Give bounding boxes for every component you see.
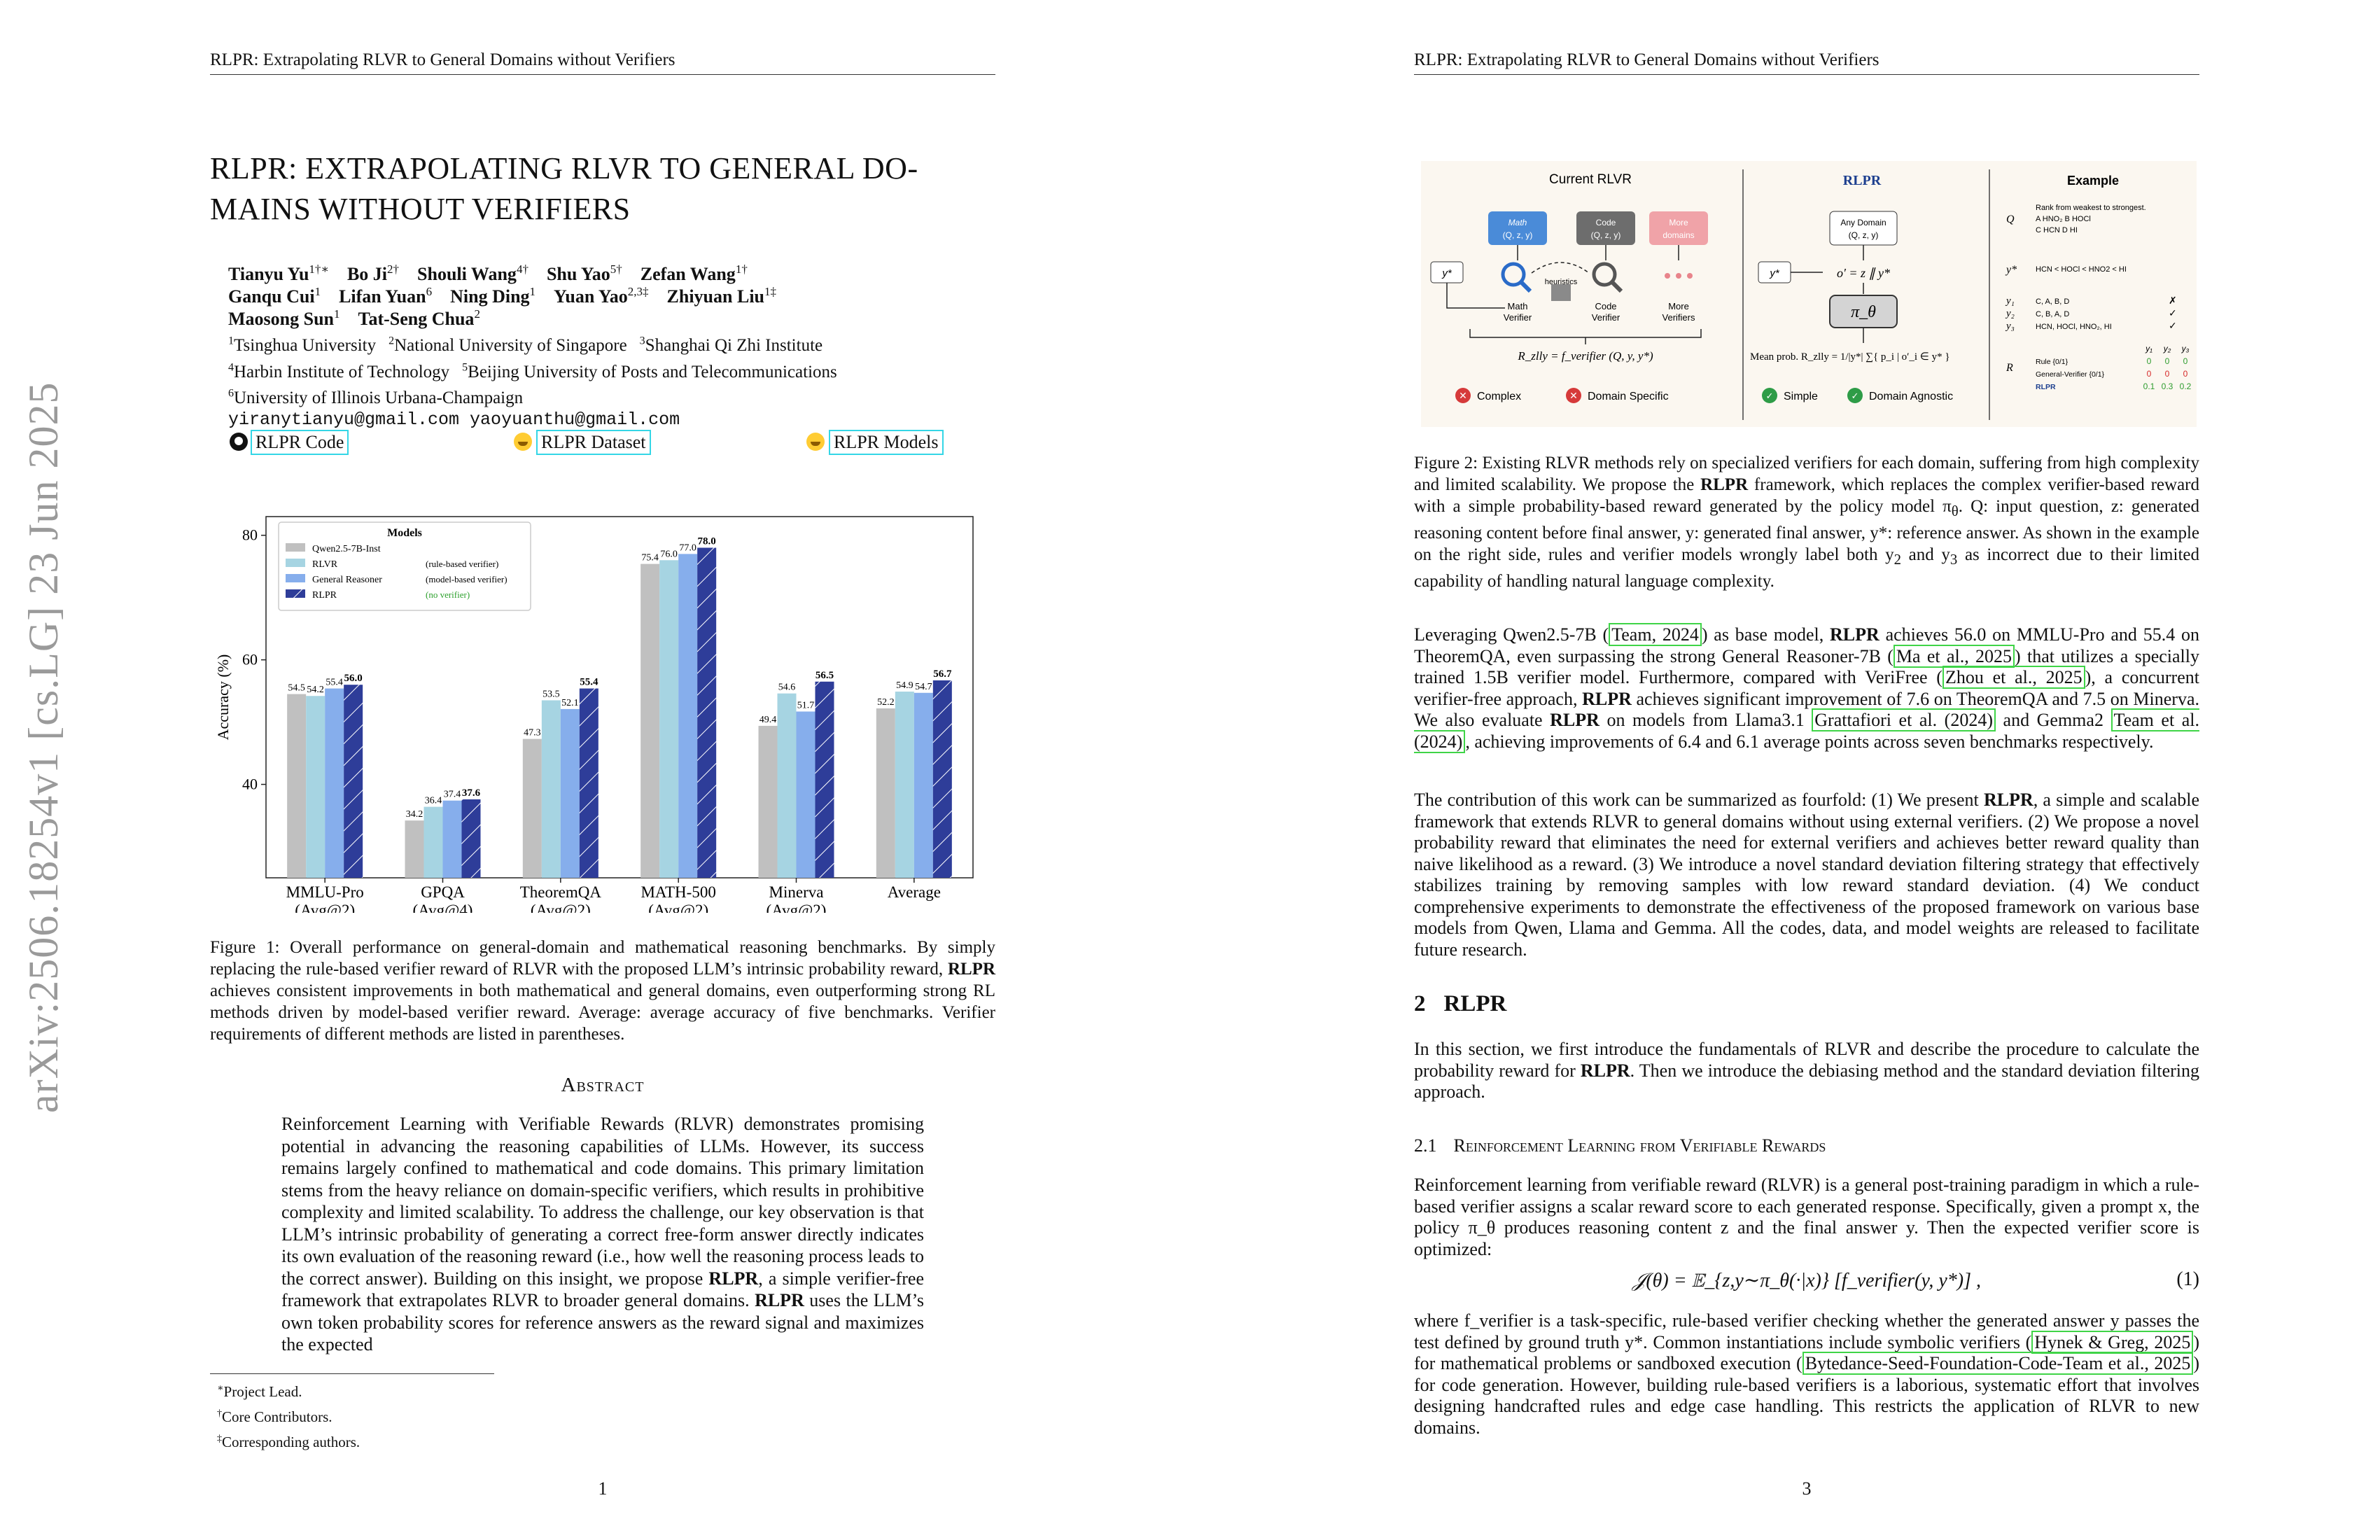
data-label: 47.3: [524, 727, 541, 738]
example-answer-mark: ✗: [2169, 295, 2177, 306]
legend-label: General Reasoner: [312, 575, 382, 585]
svg-text:✓: ✓: [1765, 391, 1774, 401]
x-tick-label: MMLU-Pro: [286, 883, 364, 901]
code-box-label: Code: [1595, 218, 1616, 227]
citation-link[interactable]: Hynek & Greg, 2025: [2031, 1331, 2193, 1354]
equation-expression: 𝒥(θ) = 𝔼_{z,y∼π_θ(·|x)} [f_verifier(y, y*)] ,: [1632, 1270, 1981, 1292]
example-answer-mark: ✓: [2169, 307, 2177, 318]
author-name: Ning Ding: [450, 286, 530, 307]
data-label: 76.0: [660, 549, 678, 560]
bar-rlpr: [344, 685, 363, 878]
author-name: Tianyu Yu: [228, 264, 309, 284]
author-affil-mark: 5†: [610, 262, 622, 276]
legend-note: (no verifier): [426, 589, 470, 600]
author-affil-mark: 2†: [387, 262, 400, 276]
svg-text:✕: ✕: [1459, 390, 1467, 401]
page-3: [1414, 0, 2199, 1540]
bar-general-reasoner: [325, 689, 344, 878]
example-column-header: y₃: [2181, 344, 2190, 354]
equation-1: [1414, 1268, 2199, 1298]
figure-1-caption: Figure 1: Overall performance on general-domain and mathematical reasoning benchmarks. By simply replacing the rule-based verifier reward of RLVR with the proposed LLM’s intrinsic probability reward, RLPR achieves consistent improvements in both mathematical and general domains, even outperforming strong RL methods driven by model-based verifier reward. Average: average accuracy of five benchmarks. Verifier requirements of different methods are listed in parentheses.: [210, 938, 995, 1044]
affiliation-row: [228, 383, 998, 409]
data-label: 77.0: [679, 542, 696, 554]
example-q-line: Rank from weakest to strongest.: [2036, 204, 2146, 212]
example-answer-text: HCN, HOCl, HNO₂, HI: [2036, 323, 2112, 331]
x-tick-label: (Avg@2): [648, 902, 709, 913]
example-reward-value: 0: [2146, 369, 2152, 379]
affiliation-row: [228, 356, 998, 382]
example-reward-value: 0.1: [2143, 382, 2155, 391]
affiliation: $^5$Beijing University of Posts and Telecommunications: [462, 361, 837, 382]
legend-title: Models: [387, 527, 422, 539]
example-row-name: RLPR: [2036, 383, 2056, 391]
author-name: Bo Ji: [346, 264, 388, 284]
code-verifier-label-2: Verifier: [1591, 312, 1620, 323]
example-answer-label: y₁: [2006, 295, 2015, 307]
data-label: 56.0: [344, 673, 363, 685]
svg-text:✓: ✓: [1851, 391, 1859, 401]
example-reward-value: 0.2: [2179, 382, 2192, 391]
example-reward-value: 0: [2183, 356, 2188, 366]
ystar-label: y*: [1770, 267, 1779, 279]
citation-link[interactable]: Bytedance-Seed-Foundation-Code-Team et al., 2025: [1802, 1352, 2194, 1375]
data-label: 51.7: [797, 700, 815, 711]
data-label: 37.4: [443, 789, 461, 800]
code-verifier-icon: [1594, 264, 1615, 285]
bar-general-reasoner: [797, 711, 816, 878]
author-affil-mark: 1: [314, 285, 321, 299]
emails: yiranytianyu@gmail.com yaoyuanthu@gmail.com: [228, 409, 680, 430]
data-label: 36.4: [424, 795, 442, 806]
more-box-label: More: [1669, 218, 1688, 227]
affiliation-row: [228, 330, 998, 356]
bar-rlvr: [659, 560, 678, 878]
equation-number: (1): [2176, 1268, 2199, 1290]
abstract-heading: Abstract: [561, 1074, 645, 1096]
math-verifier-icon: [1503, 264, 1524, 285]
bar-qwen2-5-7b-inst: [640, 564, 659, 878]
bar-qwen2-5-7b-inst: [523, 739, 542, 878]
figure-2-caption: Figure 2: Existing RLVR methods rely on specialized verifiers for each domain, suffering from high complexity and limited scalability. We propose the RLPR framework, which replaces the complex verifier-based reward with a simple probability-based reward generated by the policy model $\pi_\theta$. Q: input question, z: generated reasoning content before final answer, y: generated final answer, y*: reference answer. As shown in the example on the right side, rules and verifier models wrongly label both $y_2$ and $y_3$ as incorrect due to their limited capability of handling natural language complexity.: [1414, 454, 2199, 591]
data-label: 54.7: [915, 681, 932, 692]
x-tick-label: GPQA: [421, 883, 465, 901]
bar-chart: [210, 507, 995, 913]
example-q-line: A HNO₂ B HOCl: [2036, 215, 2091, 223]
page-number: 1: [598, 1478, 608, 1499]
data-label: 54.5: [288, 682, 305, 694]
legend-note: (model-based verifier): [426, 574, 507, 584]
author-affil-mark: 6: [426, 285, 433, 299]
example-answer-mark: ✓: [2169, 320, 2177, 331]
verifier-reward-formula: R_zlly = f_verifier (Q, y, y*): [1518, 349, 1653, 363]
bar-rlpr: [816, 682, 834, 878]
models-link[interactable]: RLPR Models: [829, 430, 944, 455]
policy-label: π_θ: [1851, 303, 1876, 321]
y-tick-label: 80: [242, 526, 258, 544]
author-name: Shouli Wang: [417, 264, 517, 284]
x-tick-label: (Avg@2): [295, 902, 356, 913]
bar-qwen2-5-7b-inst: [287, 694, 306, 878]
legend-label: RLPR: [312, 590, 337, 601]
legend-swatch: [286, 574, 305, 582]
bar-qwen2-5-7b-inst: [876, 708, 895, 878]
example-row-name: Rule {0/1}: [2036, 358, 2068, 366]
paragraph-section-intro: In this section, we first introduce the fundamentals of RLVR and describe the procedure to calculate the probability reward for RLPR. Then we introduce the debiasing method and the standard deviation filtering approach.: [1414, 1039, 2199, 1102]
author-name: Yuan Yao: [554, 286, 628, 307]
x-tick-label: Minerva: [769, 883, 824, 901]
author-row: [228, 308, 998, 330]
current-rlvr-title: Current RLVR: [1549, 172, 1632, 187]
paragraph-contributions: The contribution of this work can be summarized as fourfold: (1) We present RLPR, a simple and scalable framework that extends RLVR to general domains without using external verifiers. (2) We propose a novel probability reward that eliminates the need for external verifiers and achieves better reward quality than naive likelihood as a reward. (3) We introduce a novel standard deviation filtering strategy that effectively stabilizes training by removing samples with low reward standard deviation. (4) We conduct comprehensive experiments to demonstrate the effectiveness of the proposed framework on various base models from Qwen, Llama and Gemma. All the codes, data, and model weights are released to facilitate future research.: [1414, 790, 2199, 960]
example-q-label: Q: [2006, 214, 2015, 225]
footnote: †Core Contributors.: [217, 1408, 332, 1425]
paper-title: [210, 148, 995, 230]
example-answer-text: C, B, A, D: [2036, 310, 2070, 318]
subsection-2-1-heading: 2.1 Reinforcement Learning from Verifiable Rewards: [1414, 1135, 1826, 1156]
citation-link[interactable]: Grattafiori et al. (2024): [1812, 708, 1996, 732]
math-box-label: Math: [1508, 218, 1527, 227]
rlvr-vs-rlpr-diagram: [1421, 161, 2197, 427]
example-reward-table: [2036, 344, 2192, 391]
data-label: 56.7: [933, 668, 952, 680]
bar-qwen2-5-7b-inst: [759, 726, 778, 878]
citation-link[interactable]: Team, 2024: [1609, 623, 1702, 646]
legend-swatch: [286, 559, 305, 567]
bar-rlpr: [580, 689, 598, 878]
example-r-label: R: [2006, 362, 2013, 374]
data-label: 55.4: [326, 677, 343, 688]
citation-link[interactable]: Zhou et al., 2025: [1942, 666, 2085, 689]
bar-rlvr: [542, 700, 561, 878]
paragraph-rlvr: Reinforcement learning from verifiable reward (RLVR) is a general post-training paradigm in which a rule-based verifier assigns a scalar reward score to each generated response. Specifically, given a prompt x, the policy π_θ produces reasoning content z and the final answer y. Then the expected verifier score is optimized:: [1414, 1175, 2199, 1259]
example-answer-label: y₃: [2006, 321, 2015, 332]
github-icon: [230, 433, 248, 451]
y-tick-label: 60: [242, 650, 258, 668]
author-affil-mark: 2: [474, 307, 480, 321]
section-2-heading: 2 RLPR: [1414, 991, 1507, 1016]
tag-simple: Simple: [1784, 391, 1818, 402]
bar-rlvr: [778, 694, 797, 878]
math-box-args: (Q, z, y): [1502, 230, 1533, 240]
affiliation: $^1$Tsinghua University: [228, 335, 377, 356]
data-label: 78.0: [697, 536, 716, 547]
abstract-text: Reinforcement Learning with Verifiable Rewards (RLVR) demonstrates promising potential in advancing the reasoning capabilities of LLMs. However, its success remains largely confined to mathematical and code domains. This primary limitation stems from the heavy reliance on domain-specific verifiers, which results in prohibitive complexity and limited scalability. To address the challenge, our key observation is that LLM’s intrinsic probability of generating a correct free-form answer directly indicates its own evaluation of the reasoning reward (i.e., how well the reasoning process leads to the correct answer). Building on this insight, we propose RLPR, a simple verifier-free framework that extrapolates RLVR to broader general domains. RLPR uses the LLM’s own token probability scores for reference answers as the reward signal and maximizes the expected: [281, 1114, 925, 1354]
bar-rlvr: [895, 692, 914, 878]
data-label: 54.6: [778, 682, 796, 693]
author-name: Tat-Seng Chua: [358, 309, 475, 329]
rlpr-title: RLPR: [1842, 173, 1882, 188]
example-reward-value: 0: [2146, 356, 2152, 366]
legend-label: Qwen2.5-7B-Inst: [312, 544, 381, 554]
bar-qwen2-5-7b-inst: [405, 820, 424, 878]
author-affil-mark: 1: [334, 307, 340, 321]
example-answer-label: y₂: [2006, 308, 2015, 319]
huggingface-icon: [806, 433, 825, 451]
author-row: [228, 263, 998, 286]
affiliation: $^4$Harbin Institute of Technology: [228, 361, 450, 382]
x-tick-label: Average: [887, 883, 941, 901]
figure-2-diagram: [1421, 161, 2197, 427]
example-ystar-label: y*: [2006, 264, 2017, 276]
huggingface-icon: [514, 433, 532, 451]
ystar-label: y*: [1442, 267, 1452, 279]
citation-link[interactable]: Ma et al., 2025: [1893, 645, 2015, 668]
any-domain-args: (Q, z, y): [1848, 230, 1879, 240]
data-label: 75.4: [641, 552, 659, 564]
example-ystar-text: HCN < HOCl < HNO2 < HI: [2036, 265, 2127, 274]
example-column-header: y₁: [2146, 344, 2152, 354]
data-label: 56.5: [815, 669, 834, 681]
footnote-rule: [210, 1373, 494, 1374]
author-list: [228, 263, 998, 330]
more-box-label-2: domains: [1662, 230, 1695, 240]
math-verifier-label-2: Verifier: [1503, 312, 1532, 323]
example-reward-value: 0: [2183, 369, 2188, 379]
author-affil-mark: 1: [529, 285, 536, 299]
more-verifiers-label: More: [1668, 301, 1689, 312]
bar-rlpr: [462, 799, 481, 878]
legend-swatch: [286, 543, 305, 552]
author-block: [228, 263, 998, 431]
example-reward-value: 0: [2164, 356, 2170, 366]
example-answer-text: C, A, B, D: [2036, 298, 2070, 306]
y-axis-label: Accuracy (%): [214, 654, 232, 741]
example-reward-value: 0: [2164, 369, 2170, 379]
bar-general-reasoner: [561, 709, 580, 878]
author-affil-mark: 1‡: [764, 285, 777, 299]
resource-links: [228, 430, 998, 461]
affiliation: $^2$National University of Singapore: [388, 335, 627, 356]
running-head: RLPR: Extrapolating RLVR to General Domains without Verifiers: [210, 50, 995, 75]
footnote: ∗Project Lead.: [217, 1383, 302, 1400]
code-verifier-label: Code: [1595, 301, 1617, 312]
data-label: 52.1: [561, 697, 579, 708]
bar-rlpr: [697, 547, 716, 878]
tag-complex: Complex: [1477, 391, 1522, 402]
title-line-2: MAINS WITHOUT VERIFIERS: [210, 192, 631, 226]
data-label: 54.2: [307, 685, 324, 696]
legend-swatch: [286, 589, 305, 598]
example-title: Example: [2066, 174, 2120, 188]
data-label: 34.2: [405, 809, 424, 820]
x-tick-label: TheoremQA: [519, 883, 601, 901]
x-tick-label: MATH-500: [640, 883, 716, 901]
dataset-link[interactable]: RLPR Dataset: [536, 430, 651, 455]
affiliations: [228, 330, 998, 409]
bar-general-reasoner: [678, 554, 697, 878]
author-name: Maosong Sun: [228, 309, 334, 329]
paragraph-verifiers: where f_verifier is a task-specific, rule-based verifier checking whether the generated answer y passes the test defined by ground truth y*. Common instantiations include symbolic verifiers ( Hynek & Greg, 2025 ) for mathematical problems or sandboxed execution ( Bytedance-Seed-Foundation-Code-Team et al., 2025 ) for code generation. However, building rule-based verifiers is a laborious, systematic effort that involves designing handcrafted rules and edge case handling. This restricts the application of RLVR to new domains.: [1414, 1310, 2199, 1438]
paragraph-results: Leveraging Qwen2.5-7B ( Team, 2024 ) as base model, RLPR achieves 56.0 on MMLU-Pro and 55.4 on TheoremQA, even surpassing the strong General Reasoner-7B ( Ma et al., 2025 ) that utilizes a specially trained 1.5B verifier model. Furthermore, compared with VeriFree ( Zhou et al., 2025 ), a concurrent verifier-free approach, RLPR achieves significant improvement of 7.6 on TheoremQA and 7.5 on Minerva. We also evaluate RLPR on models from Llama3.1 Grattafiori et al. (2024) and Gemma2 Team et al. (2024) , achieving improvements of 6.4 and 6.1 average points across seven benchmarks respectively.: [1414, 624, 2200, 752]
title-line-1: RLPR: EXTRAPOLATING RLVR TO GENERAL DO-: [210, 151, 918, 186]
data-label: 52.2: [877, 697, 895, 708]
page-1: [210, 0, 995, 1540]
page-number: 3: [1802, 1478, 1812, 1499]
any-domain-label: Any Domain: [1840, 218, 1886, 227]
citation-link[interactable]: Team et al. (2024): [1414, 710, 2200, 752]
data-label: 49.4: [759, 714, 777, 725]
legend-note: (rule-based verifier): [426, 559, 499, 569]
heuristics-person-icon: [1551, 284, 1571, 301]
author-row: [228, 286, 998, 308]
affiliation: $^3$Shanghai Qi Zhi Institute: [639, 335, 823, 356]
author-affil-mark: 2,3‡: [627, 285, 649, 299]
figure-1-chart: [210, 507, 995, 913]
x-tick-label: (Avg@2): [530, 902, 591, 913]
svg-text:✕: ✕: [1569, 390, 1578, 401]
author-affil-mark: 1†∗: [309, 262, 329, 276]
author-name: Lifan Yuan: [339, 286, 426, 307]
y-tick-label: 40: [242, 775, 258, 793]
tag-domain-specific: Domain Specific: [1588, 391, 1669, 402]
data-label: 55.4: [580, 676, 598, 688]
math-verifier-label: Math: [1507, 301, 1528, 312]
footnote: ‡Corresponding authors.: [217, 1434, 360, 1450]
x-tick-label: (Avg@4): [412, 902, 473, 913]
author-name: Ganqu Cui: [228, 286, 315, 307]
code-box-args: (Q, z, y): [1590, 230, 1621, 240]
heuristics-label: heuristics: [1544, 278, 1578, 286]
bar-rlpr: [933, 680, 952, 878]
example-q-line: C HCN D HI: [2036, 226, 2078, 234]
affiliation: $^6$University of Illinois Urbana-Champaign: [228, 387, 524, 407]
footnotes: [217, 1378, 360, 1453]
example-answers: [2005, 295, 2177, 332]
bar-general-reasoner: [443, 801, 462, 878]
code-link[interactable]: RLPR Code: [251, 430, 349, 455]
arxiv-stamp: arXiv:2506.18254v1 [cs.LG] 23 Jun 2025: [20, 382, 66, 1113]
bar-rlvr: [306, 696, 325, 878]
example-row-name: General-Verifier {0/1}: [2036, 370, 2105, 379]
author-name: Zefan Wang: [640, 264, 736, 284]
o-prime-formula: o′ = z ∥ y*: [1836, 266, 1891, 280]
more-verifiers-label-2: Verifiers: [1662, 312, 1695, 323]
author-affil-mark: 1†: [735, 262, 748, 276]
bar-general-reasoner: [914, 693, 933, 878]
running-head: RLPR: Extrapolating RLVR to General Domains without Verifiers: [1414, 50, 2199, 75]
author-name: Shu Yao: [546, 264, 610, 284]
data-label: 53.5: [542, 689, 560, 700]
tag-domain-agnostic: Domain Agnostic: [1869, 391, 1954, 402]
author-affil-mark: 4†: [516, 262, 528, 276]
author-name: Zhiyuan Liu: [666, 286, 765, 307]
data-label: 37.6: [461, 787, 481, 799]
example-column-header: y₂: [2163, 344, 2171, 354]
mean-prob-formula: Mean prob. R_zlly = 1/|y*| ∑{ p_i | o′_i ∈ y* }: [1750, 351, 1950, 363]
x-tick-label: (Avg@2): [766, 902, 827, 913]
example-reward-value: 0.3: [2161, 382, 2174, 391]
legend-label: RLVR: [312, 559, 338, 570]
bar-rlvr: [424, 807, 443, 878]
data-label: 54.9: [896, 680, 913, 691]
